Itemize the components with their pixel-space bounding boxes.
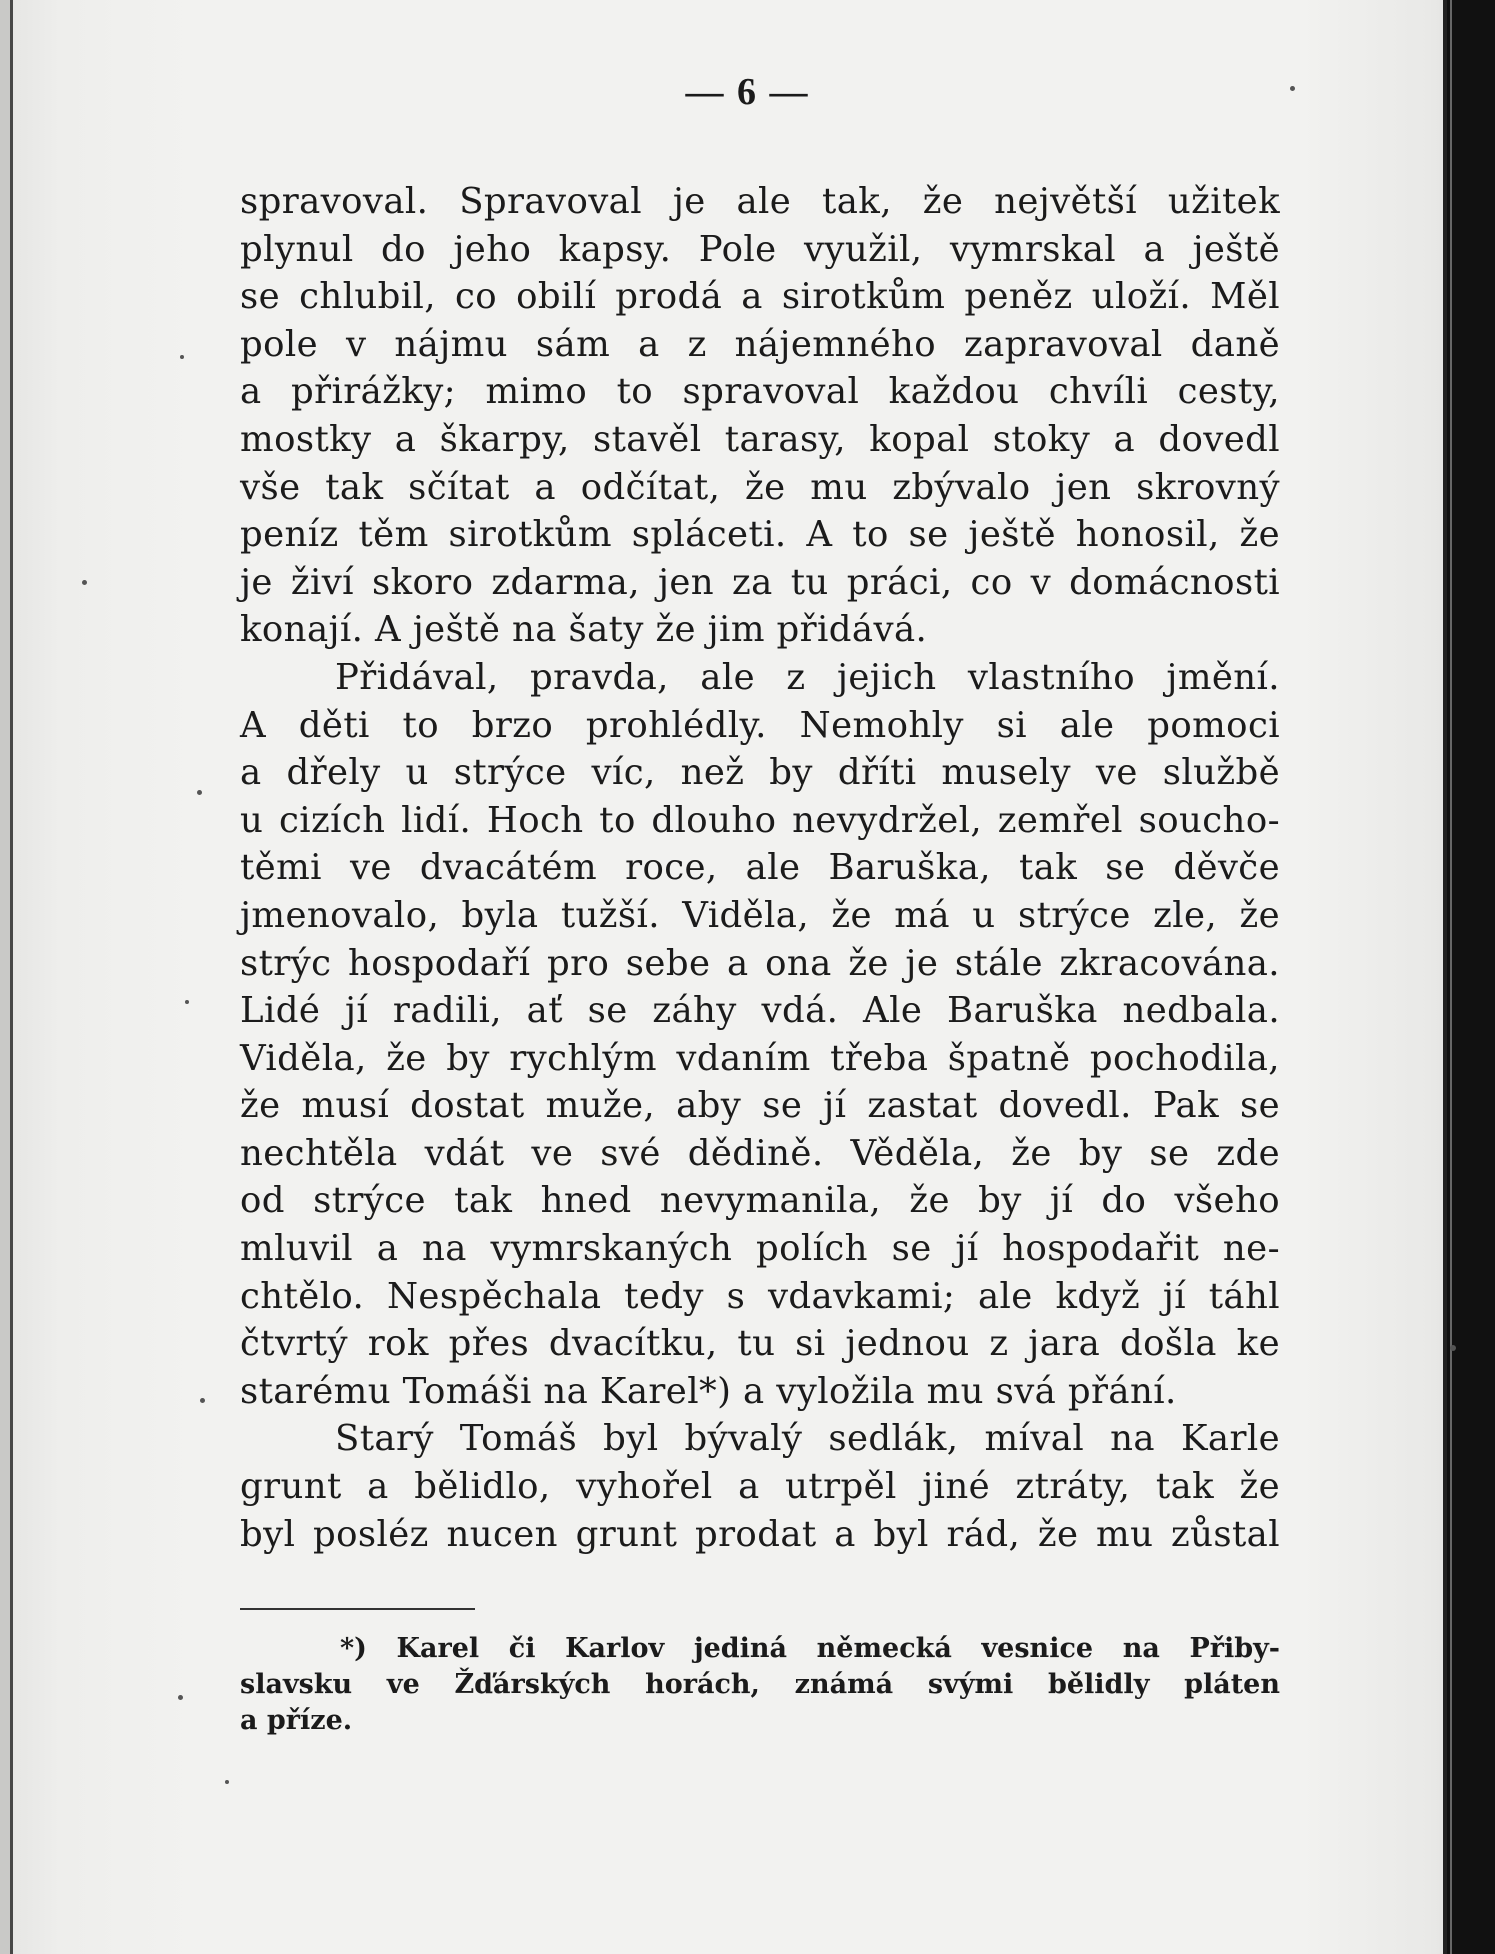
text-line: Přidával, pravda, ale z jejich vlastního jmění. xyxy=(335,656,1280,698)
text-line: mostky a škarpy, stavěl tarasy, kopal stoky a dovedl xyxy=(240,418,1280,460)
scan-speck xyxy=(225,1780,229,1784)
footnote-line: a příze. xyxy=(240,1705,353,1736)
scan-speck xyxy=(180,355,184,359)
scan-speck xyxy=(185,1000,189,1004)
scan-dark-border xyxy=(1447,0,1495,1954)
text-line: vše tak sčítat a odčítat, že mu zbývalo jen skrovný xyxy=(240,466,1280,508)
footnote-line: slavsku ve Žďárských horách, známá svými bělidly pláten xyxy=(240,1669,1280,1700)
text-line: se chlubil, co obilí prodá a sirotkům peněz uloží. Měl xyxy=(240,276,1280,318)
text-line: starému Tomáši na Karel*) a vyložila mu svá přání. xyxy=(240,1370,1177,1412)
text-line: strýc hospodaří pro sebe a ona že je stále zkracována. xyxy=(240,942,1280,984)
scan-border-line xyxy=(1450,0,1452,1954)
text-line: že musí dostat muže, aby se jí zastat dovedl. Pak se xyxy=(240,1085,1280,1127)
footnote xyxy=(240,1631,1280,1739)
text-line: Lidé jí radili, ať se záhy vdá. Ale Baruška nedbala. xyxy=(240,990,1280,1032)
page-number: — 6 — xyxy=(685,71,810,113)
footnote-line: *) Karel či Karlov jediná německá vesnice na Přiby- xyxy=(340,1633,1280,1664)
text-line: peníz těm sirotkům spláceti. A to se ještě honosil, že xyxy=(240,514,1280,556)
text-line: Viděla, že by rychlým vdaním třeba špatně pochodila, xyxy=(240,1037,1280,1079)
text-line: chtělo. Nespěchala tedy s vdavkami; ale když jí táhl xyxy=(240,1275,1280,1317)
scan-speck xyxy=(200,1398,205,1403)
body-text xyxy=(240,178,1280,1558)
text-line: a dřely u strýce víc, než by dříti musely ve službě xyxy=(240,752,1280,794)
text-line: A děti to brzo prohlédly. Nemohly si ale pomoci xyxy=(240,704,1280,746)
scan-speck xyxy=(178,1695,183,1700)
page-left-edge xyxy=(10,0,13,1954)
scan-speck xyxy=(1450,1345,1456,1351)
paragraph-2 xyxy=(240,654,1280,1416)
text-line: u cizích lidí. Hoch to dlouho nevydržel, zemřel soucho- xyxy=(240,799,1280,841)
text-line: a přirážky; mimo to spravoval každou chvíli cesty, xyxy=(240,371,1280,413)
text-line: je živí skoro zdarma, jen za tu práci, co v domácnosti xyxy=(240,561,1280,603)
text-line: jmenovalo, byla tužší. Viděla, že má u strýce zle, že xyxy=(240,894,1280,936)
text-line: nechtěla vdát ve své dědině. Věděla, že by se zde xyxy=(240,1132,1280,1174)
footnote-divider xyxy=(240,1608,475,1610)
text-line: mluvil a na vymrskaných polích se jí hospodařit ne- xyxy=(240,1228,1280,1270)
paragraph-3 xyxy=(240,1415,1280,1558)
text-line: grunt a bělidlo, vyhořel a utrpěl jiné ztráty, tak že xyxy=(240,1466,1280,1508)
text-line: pole v nájmu sám a z nájemného zapravoval daně xyxy=(240,323,1280,365)
text-line: Starý Tomáš byl bývalý sedlák, míval na Karle xyxy=(335,1418,1280,1460)
text-line: spravoval. Spravoval je ale tak, že největší užitek xyxy=(240,181,1280,222)
page-left-margin xyxy=(0,0,10,1954)
text-line: od strýce tak hned nevymanila, že by jí do všeho xyxy=(240,1180,1280,1222)
scan-speck xyxy=(197,790,202,795)
text-line: byl posléz nucen grunt prodat a byl rád, že mu zůstal xyxy=(240,1513,1280,1555)
scan-speck xyxy=(82,580,87,585)
paragraph-1 xyxy=(240,178,1280,654)
text-line: plynul do jeho kapsy. Pole využil, vymrskal a ještě xyxy=(240,228,1280,270)
text-line: čtvrtý rok přes dvacítku, tu si jednou z jara došla ke xyxy=(240,1323,1280,1365)
text-line: těmi ve dvacátém roce, ale Baruška, tak se děvče xyxy=(240,847,1280,889)
scan-speck xyxy=(1290,86,1295,91)
text-line: konají. A ještě na šaty že jim přidává. xyxy=(240,609,928,651)
